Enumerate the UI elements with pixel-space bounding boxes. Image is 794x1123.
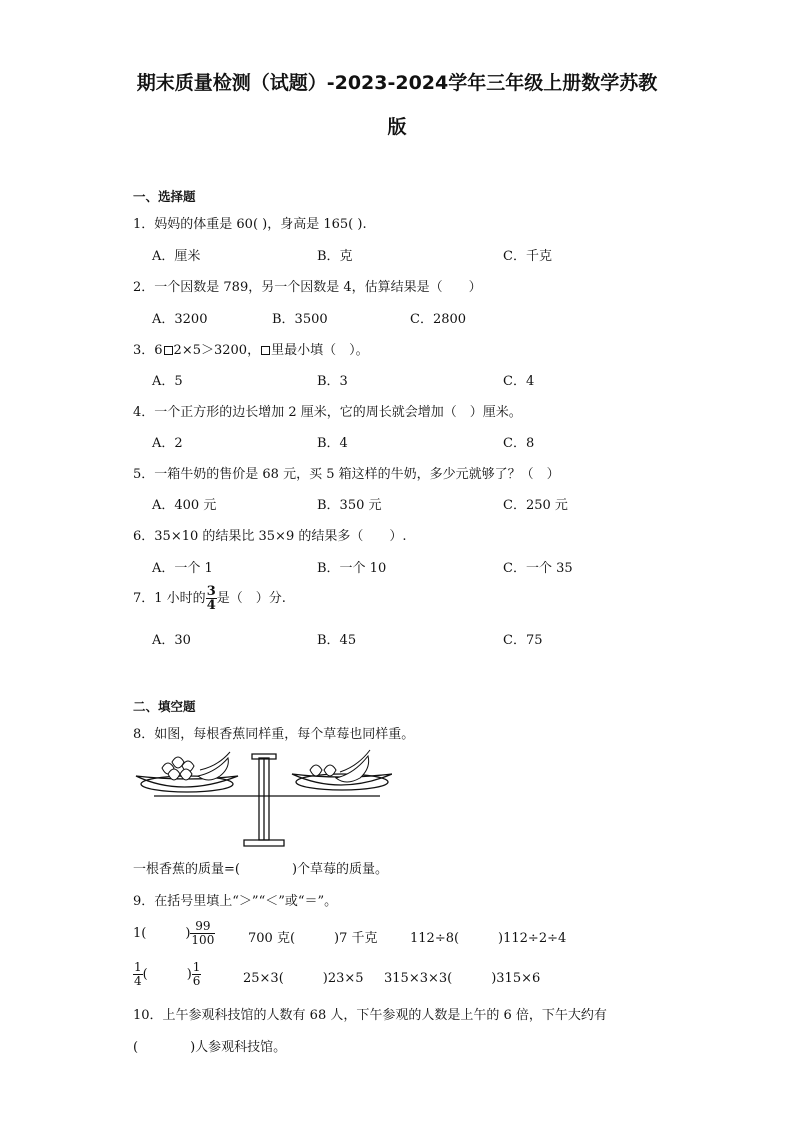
q9-item-3: 112÷8( )112÷2÷4 [410,931,567,946]
q9-item-4: $\frac{1}{4}$ ( ) $\frac{1}{6}$ [134,960,201,988]
q2-option-c: C．2800 [410,312,467,327]
q8-answer-line: 一根香蕉的质量=( )个草莓的质量。 [133,862,389,877]
q4-option-a: A．2 [152,436,183,451]
question-4: 4．一个正方形的边长增加 2 厘米，它的周长就会增加（ ）厘米。 [133,405,522,420]
q1-option-c: C．千克 [503,249,552,264]
question-6: 6．35×10 的结果比 35×9 的结果多（ ）. [133,529,407,544]
fraction: $\frac{1}{4}$ [134,960,142,988]
q7-option-b: B．45 [317,633,357,648]
fraction: $\frac{3}{4}$ [206,584,216,613]
q9-item-6: 315×3×3( )315×6 [384,971,541,986]
q4-option-c: C．8 [503,436,535,451]
question-2: 2．一个因数是 789，另一个因数是 4，估算结果是（ ） [133,280,482,295]
q4-option-b: B．4 [317,436,348,451]
q1-option-b: B．克 [317,249,353,264]
q6-option-b: B．一个 10 [317,561,387,576]
q7-option-c: C．75 [503,633,543,648]
page-title-cont: 版 [387,116,407,138]
fraction: $\frac{1}{6}$ [192,960,201,988]
q5-option-b: B．350 元 [317,498,382,513]
blank-box-icon [164,346,173,355]
question-10: 10．上午参观科技馆的人数有 68 人，下午参观的人数是上午的 6 倍，下午大约有 [133,1008,607,1023]
q3-option-a: A．5 [152,374,183,389]
section-choice-heading: 一、选择题 [133,189,196,204]
q9-item-5: 25×3( )23×5 [243,971,364,986]
question-7: 7．1 小时的 $\frac{3}{4}$ 是（ ）分. [133,584,286,613]
q5-option-a: A．400 元 [152,498,217,513]
blank-box-icon [261,346,270,355]
question-8: 8．如图，每根香蕉同样重，每个草莓也同样重。 [133,727,415,742]
q5-option-c: C．250 元 [503,498,568,513]
q1-option-a: A．厘米 [152,249,201,264]
q3-option-b: B．3 [317,374,348,389]
q2-option-a: A．3200 [152,312,208,327]
fraction: $\frac{99}{100}$ [191,919,215,947]
q9-item-1: 1( ) $\frac{99}{100}$ [133,919,215,947]
question-5: 5．一箱牛奶的售价是 68 元，买 5 箱这样的牛奶，多少元就够了？（ ） [133,467,560,482]
question-9: 9．在括号里填上“＞”“＜”或“＝”。 [133,894,338,909]
question-10-cont: ( )人参观科技馆。 [133,1040,287,1055]
page-title: 期末质量检测（试题）-2023-2024学年三年级上册数学苏教 [136,72,658,94]
q7-option-a: A．30 [152,633,191,648]
q6-option-a: A．一个 1 [152,561,213,576]
q9-item-2: 700 克( )7 千克 [248,931,378,946]
q2-option-b: B．3500 [272,312,328,327]
section-fill-heading: 二、填空题 [133,699,196,714]
question-3: 3．6 2×5＞3200， 里最小填（ ）。 [133,343,369,358]
question-1: 1．妈妈的体重是 60( )，身高是 165( ). [133,217,367,232]
balance-scale-figure [132,748,392,850]
q6-option-c: C．一个 35 [503,561,573,576]
q3-option-c: C．4 [503,374,535,389]
